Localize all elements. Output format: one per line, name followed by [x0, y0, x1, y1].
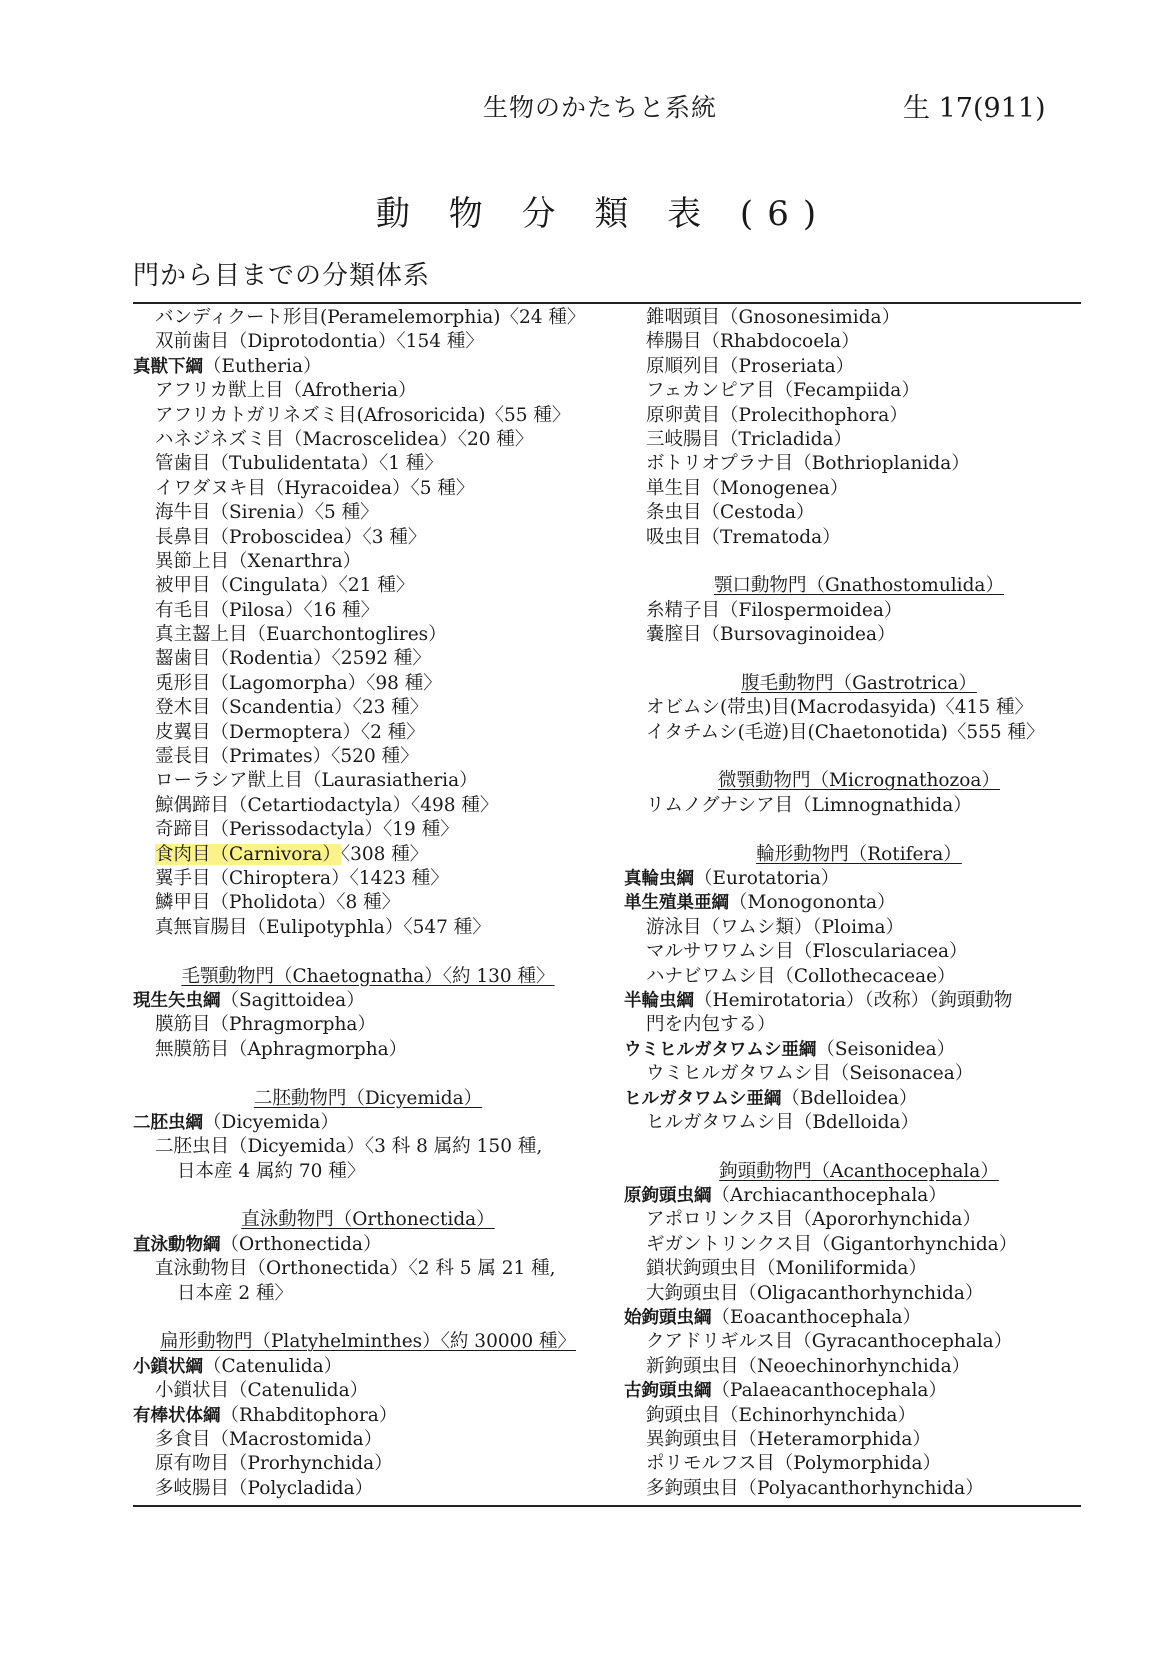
order-entry — [133, 452, 603, 476]
running-title: 生物のかたちと系統 — [483, 93, 718, 122]
order-entry — [624, 1330, 1094, 1354]
entry-text: 単生目（Monogenea） — [646, 477, 849, 499]
phylum-heading — [133, 965, 603, 989]
blank-line — [624, 1135, 1094, 1159]
phylum-name: 腹毛動物門（Gastrotrica） — [741, 672, 977, 694]
order-entry — [624, 1404, 1094, 1428]
entry-text: 管歯目（Tubulidentata）〈1 種〉 — [155, 453, 443, 475]
entry-text: 〈308 種〉 — [340, 843, 429, 865]
order-entry — [133, 745, 603, 769]
entry-text: 被甲目（Cingulata）〈21 種〉 — [155, 575, 415, 597]
entry-text: 直泳動物目（Orthonectida）〈2 科 5 属 21 種, — [155, 1258, 556, 1280]
class-entry — [624, 867, 1094, 891]
entry-text: 棒腸目（Rhabdocoela） — [646, 331, 860, 353]
entry-text: 霊長目（Primates）〈520 種〉 — [155, 746, 419, 768]
order-entry — [624, 404, 1094, 428]
order-entry — [624, 379, 1094, 403]
class-name: 真獣下綱 — [133, 356, 203, 377]
class-latin: （Palaeacanthocephala） — [711, 1380, 947, 1402]
entry-text: 二胚虫目（Dicyemida）〈3 科 8 属約 150 種, — [155, 1136, 543, 1158]
order-entry — [133, 550, 603, 574]
phylum-name: 微顎動物門（Micrognathozoa） — [718, 770, 1000, 792]
entry-text: 異節上目（Xenarthra） — [155, 550, 362, 572]
class-name: 有棒状体綱 — [133, 1405, 221, 1426]
order-entry — [624, 1477, 1094, 1501]
class-name: ヒルガタワムシ亜綱 — [624, 1088, 782, 1109]
order-entry — [133, 1477, 603, 1501]
phylum-heading — [624, 843, 1094, 867]
entry-text: 三岐腸目（Tricladida） — [646, 428, 853, 450]
order-entry — [133, 672, 603, 696]
class-entry — [133, 1404, 603, 1428]
entry-text: 原有吻目（Prorhynchida） — [155, 1453, 393, 1475]
class-entry — [624, 1038, 1094, 1062]
continuation-line — [133, 1160, 603, 1184]
order-entry — [133, 696, 603, 720]
class-latin: （Dicyemida） — [203, 1111, 339, 1133]
entry-text: 錐咽頭目（Gnosonesimida） — [646, 307, 901, 328]
order-entry — [133, 794, 603, 818]
entry-text: フェカンピア目（Fecampiida） — [646, 380, 920, 402]
order-entry — [624, 501, 1094, 525]
order-entry — [133, 404, 603, 428]
order-entry — [624, 452, 1094, 476]
phylum-heading — [133, 1330, 603, 1354]
order-entry — [624, 599, 1094, 623]
entry-text: 真主齧上目（Euarchontoglires） — [155, 624, 447, 646]
order-entry — [624, 1282, 1094, 1306]
class-latin: （Sagittoidea） — [220, 989, 365, 1011]
class-name: 直泳動物綱 — [133, 1234, 221, 1255]
order-entry — [133, 721, 603, 745]
class-latin: （Eutheria） — [203, 355, 322, 377]
order-entry — [133, 891, 603, 915]
entry-text: 鯨偶蹄目（Cetartiodactyla）〈498 種〉 — [155, 794, 499, 816]
entry-text: クアドリギルス目（Gyracanthocephala） — [646, 1331, 1013, 1353]
entry-text: イワダヌキ目（Hyracoidea）〈5 種〉 — [155, 477, 475, 499]
entry-text: アポロリンクス目（Apororhynchida） — [646, 1209, 981, 1231]
order-entry — [133, 1135, 603, 1159]
entry-text: 条虫目（Cestoda） — [646, 502, 815, 524]
order-entry — [624, 355, 1094, 379]
entry-text: 双前歯目（Diprotodontia）〈154 種〉 — [155, 331, 484, 353]
order-entry — [133, 1013, 603, 1037]
order-entry — [133, 501, 603, 525]
entry-text: 日本産 2 種〉 — [177, 1282, 294, 1304]
entry-text: 大鉤頭虫目（Oligacanthorhynchida） — [646, 1282, 984, 1304]
order-entry — [133, 1257, 603, 1281]
order-entry — [624, 1355, 1094, 1379]
entry-text: アフリカトガリネズミ目(Afrosoricida)〈55 種〉 — [155, 404, 571, 426]
entry-text: バンディクート形目(Peramelemorphia)〈24 種〉 — [155, 307, 586, 328]
order-entry — [133, 818, 603, 842]
phylum-name: 輪形動物門（Rotifera） — [756, 843, 962, 865]
order-entry — [624, 1062, 1094, 1086]
class-latin: （Monogononta） — [729, 892, 896, 914]
entry-text: 吸虫目（Trematoda） — [646, 526, 841, 548]
entry-text: ポリモルフス目（Polymorphida） — [646, 1453, 942, 1475]
class-name: 小鎖状綱 — [133, 1356, 203, 1377]
entry-text: 齧歯目（Rodentia）〈2592 種〉 — [155, 648, 431, 670]
entry-text: 原順列目（Proseriata） — [646, 355, 855, 377]
blank-line — [133, 1184, 603, 1208]
entry-text: 有毛目（Pilosa）〈16 種〉 — [155, 599, 380, 621]
entry-text: ハナビワムシ目（Collothecaceae） — [646, 965, 956, 987]
blank-line — [624, 647, 1094, 671]
entry-text: 膜筋目（Phragmorpha） — [155, 1014, 376, 1036]
order-entry — [624, 526, 1094, 550]
entry-text: ヒルガタワムシ目（Bdelloida） — [646, 1111, 919, 1133]
class-latin: （Bdelloidea） — [781, 1087, 918, 1109]
order-entry — [133, 477, 603, 501]
left-column — [133, 306, 603, 1501]
entry-text: 皮翼目（Dermoptera）〈2 種〉 — [155, 721, 425, 743]
page-number: 生 17(911) — [903, 93, 1046, 124]
order-entry — [133, 867, 603, 891]
top-rule — [133, 302, 1081, 304]
entry-text: 長鼻目（Proboscidea）〈3 種〉 — [155, 526, 427, 548]
class-name: ウミヒルガタワムシ亜綱 — [624, 1039, 817, 1060]
blank-line — [624, 550, 1094, 574]
order-entry — [624, 940, 1094, 964]
order-entry — [624, 1452, 1094, 1476]
entry-text: ボトリオプラナ目（Bothrioplanida） — [646, 453, 970, 475]
order-entry — [133, 526, 603, 550]
page-title: 動 物 分 類 表 (6) — [375, 194, 831, 234]
class-entry — [133, 1233, 603, 1257]
phylum-heading — [624, 574, 1094, 598]
order-entry — [133, 1452, 603, 1476]
order-entry — [624, 1233, 1094, 1257]
class-entry — [133, 1355, 603, 1379]
order-entry — [624, 794, 1094, 818]
phylum-heading — [624, 769, 1094, 793]
order-entry — [133, 306, 603, 330]
entry-text: オビムシ(帯虫)目(Macrodasyida)〈415 種〉 — [646, 697, 1033, 719]
class-entry — [624, 989, 1094, 1013]
phylum-name: 毛顎動物門（Chaetognatha）〈約 130 種〉 — [181, 965, 555, 987]
order-entry — [624, 1428, 1094, 1452]
entry-text: 鎖状鉤頭虫目（Moniliformida） — [646, 1258, 927, 1280]
order-entry — [624, 428, 1094, 452]
entry-text: 小鎖状目（Catenulida） — [155, 1380, 369, 1402]
blank-line — [133, 1062, 603, 1086]
entry-text: イタチムシ(毛遊)目(Chaetonotida)〈555 種〉 — [646, 721, 1045, 743]
order-entry — [133, 379, 603, 403]
phylum-name: 扁形動物門（Platyhelminthes）〈約 30000 種〉 — [159, 1331, 577, 1353]
order-entry — [133, 769, 603, 793]
entry-text: 異鉤頭虫目（Heteramorphida） — [646, 1428, 931, 1450]
entry-text: 鱗甲目（Pholidota）〈8 種〉 — [155, 892, 401, 914]
entry-text: 兎形目（Lagomorpha）〈98 種〉 — [155, 672, 442, 694]
entry-text: 真無盲腸目（Eulipotyphla）〈547 種〉 — [155, 916, 491, 938]
continuation-line — [133, 1282, 603, 1306]
order-entry — [133, 1379, 603, 1403]
class-entry — [624, 891, 1094, 915]
entry-text: 多鉤頭虫目（Polyacanthorhynchida） — [646, 1477, 984, 1499]
entry-text: マルサワワムシ目（Flosculariacea） — [646, 941, 968, 963]
highlighted-order: 食肉目（Carnivora） — [155, 843, 341, 865]
order-entry — [624, 477, 1094, 501]
order-entry — [133, 623, 603, 647]
entry-text: 多岐腸目（Polycladida） — [155, 1477, 374, 1499]
class-entry — [133, 355, 603, 379]
entry-text: 翼手目（Chiroptera）〈1423 種〉 — [155, 867, 449, 889]
blank-line — [624, 818, 1094, 842]
entry-text: 糸精子目（Filospermoidea） — [646, 599, 903, 621]
entry-text: 無膜筋目（Aphragmorpha） — [155, 1038, 408, 1060]
phylum-name: 鉤頭動物門（Acanthocephala） — [719, 1160, 999, 1182]
entry-text: ウミヒルガタワムシ目（Seisonacea） — [646, 1063, 974, 1085]
order-entry — [624, 1257, 1094, 1281]
class-name: 真輪虫綱 — [624, 868, 694, 889]
order-entry — [624, 1111, 1094, 1135]
class-entry — [624, 1379, 1094, 1403]
order-entry — [133, 599, 603, 623]
bottom-rule — [133, 1505, 1081, 1507]
order-entry — [624, 623, 1094, 647]
order-entry — [624, 721, 1094, 745]
order-entry — [133, 330, 603, 354]
order-entry — [624, 916, 1094, 940]
phylum-heading — [133, 1087, 603, 1111]
entry-text: ハネジネズミ目（Macroscelidea）〈20 種〉 — [155, 428, 534, 450]
blank-line — [624, 745, 1094, 769]
class-name: 原鉤頭虫綱 — [624, 1186, 712, 1207]
class-latin: （Archiacanthocephala） — [711, 1185, 947, 1207]
class-latin: （Eurotatoria） — [694, 867, 840, 889]
order-entry — [624, 330, 1094, 354]
right-column — [624, 306, 1094, 1501]
class-latin: （Eoacanthocephala） — [711, 1307, 922, 1329]
entry-text: 門を内包する） — [646, 1014, 776, 1036]
class-entry — [133, 1111, 603, 1135]
entry-text: 日本産 4 属約 70 種〉 — [177, 1160, 366, 1182]
entry-text: 游泳目（ワムシ類）（Ploima） — [646, 916, 905, 938]
class-latin: （Hemirotatoria）（改称）（鉤頭動物 — [694, 989, 1013, 1011]
class-entry — [133, 989, 603, 1013]
class-latin: （Seisonidea） — [816, 1038, 956, 1060]
entry-text: リムノグナシア目（Limnognathida） — [646, 794, 972, 816]
class-name: 始鉤頭虫綱 — [624, 1308, 712, 1329]
class-name: 半輪虫綱 — [624, 990, 694, 1011]
phylum-heading — [133, 1208, 603, 1232]
order-entry — [133, 1428, 603, 1452]
section-heading: 門から目までの分類体系 — [133, 261, 431, 291]
entry-text: 多食目（Macrostomida） — [155, 1428, 383, 1450]
order-entry — [624, 965, 1094, 989]
entry-text: ギガントリンクス目（Gigantorhynchida） — [646, 1233, 1018, 1255]
class-entry — [624, 1087, 1094, 1111]
entry-text: 登木目（Scandentia）〈23 種〉 — [155, 697, 429, 719]
class-entry — [624, 1184, 1094, 1208]
order-entry — [624, 1208, 1094, 1232]
order-entry — [133, 647, 603, 671]
order-entry — [133, 843, 603, 867]
continuation-line — [624, 1013, 1094, 1037]
order-entry — [624, 696, 1094, 720]
class-name: 古鉤頭虫綱 — [624, 1381, 712, 1402]
entry-text: アフリカ獣上目（Afrotheria） — [155, 380, 417, 402]
entry-text: 新鉤頭虫目（Neoechinorhynchida） — [646, 1355, 971, 1377]
phylum-heading — [624, 672, 1094, 696]
entry-text: 嚢膣目（Bursovaginoidea） — [646, 624, 896, 646]
class-name: 単生殖巣亜綱 — [624, 893, 729, 914]
blank-line — [133, 1306, 603, 1330]
entry-text: 原卵黄目（Prolecithophora） — [646, 404, 908, 426]
phylum-heading — [624, 1160, 1094, 1184]
order-entry — [133, 916, 603, 940]
order-entry — [133, 1038, 603, 1062]
order-entry — [133, 428, 603, 452]
order-entry — [624, 306, 1094, 330]
class-latin: （Rhabditophora） — [220, 1404, 398, 1426]
class-latin: （Catenulida） — [203, 1355, 343, 1377]
phylum-name: 二胚動物門（Dicyemida） — [253, 1087, 483, 1109]
class-name: 二胚虫綱 — [133, 1112, 203, 1133]
entry-text: 海牛目（Sirenia）〈5 種〉 — [155, 502, 379, 524]
class-latin: （Orthonectida） — [220, 1233, 382, 1255]
class-entry — [624, 1306, 1094, 1330]
phylum-name: 直泳動物門（Orthonectida） — [241, 1209, 495, 1231]
phylum-name: 顎口動物門（Gnathostomulida） — [714, 575, 1004, 597]
entry-text: ローラシア獣上目（Laurasiatheria） — [155, 770, 478, 792]
class-name: 現生矢虫綱 — [133, 990, 221, 1011]
order-entry — [133, 574, 603, 598]
entry-text: 鉤頭虫目（Echinorhynchida） — [646, 1404, 916, 1426]
entry-text: 奇蹄目（Perissodactyla）〈19 種〉 — [155, 819, 459, 841]
blank-line — [133, 940, 603, 964]
